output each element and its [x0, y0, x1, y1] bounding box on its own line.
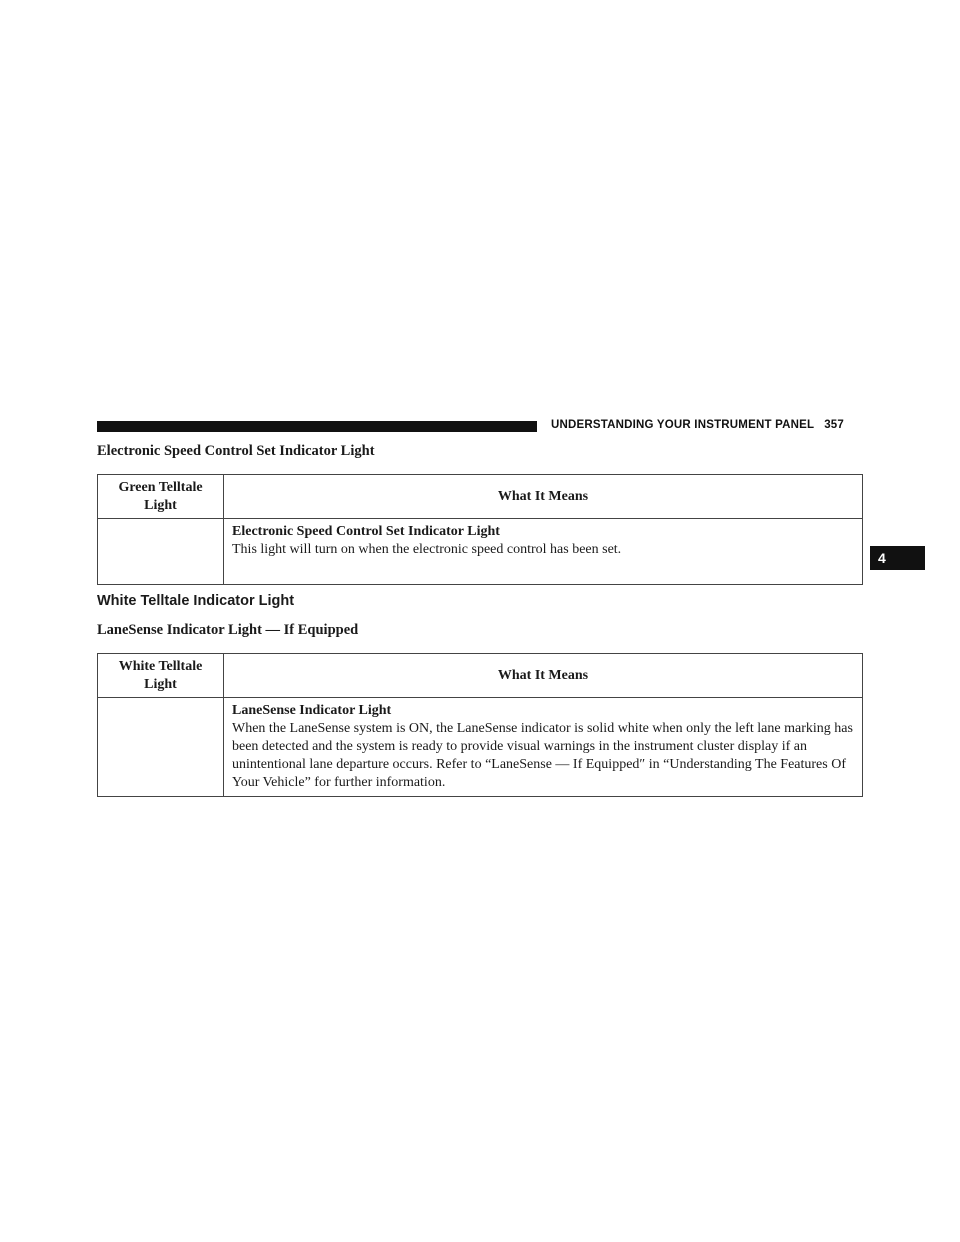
meaning-cell: [224, 698, 863, 797]
page-number: 357: [824, 419, 844, 431]
row-text: This light will turn on when the electronic speed control has been set.: [232, 542, 622, 557]
table-row: [98, 698, 863, 797]
table-header-meaning: What It Means: [224, 475, 863, 519]
header-section-title: UNDERSTANDING YOUR INSTRUMENT PANEL: [551, 419, 815, 431]
row-title: LaneSense Indicator Light: [232, 703, 392, 718]
chapter-tab: 4: [870, 546, 925, 570]
table-header-meaning: What It Means: [224, 654, 863, 698]
telltale-icon-cell: [98, 519, 224, 585]
table-header-telltale: Green Telltale Light: [98, 475, 224, 519]
meaning-cell: [224, 519, 863, 585]
header-rule: [97, 421, 537, 432]
row-text: When the LaneSense system is ON, the LaneSense indicator is solid white when only the left lane marking has been detected and the system is ready to provide visual warnings in the instrument cluster display if an unintentional lane departure occurs. Refer to “LaneSense — If Equipped″ in “Understanding The Features Of Your Vehicle” for further information.: [232, 721, 853, 790]
row-title: Electronic Speed Control Set Indicator Light: [232, 524, 500, 539]
white-telltale-heading: White Telltale Indicator Light: [97, 593, 295, 609]
table-header-telltale: White Telltale Light: [98, 654, 224, 698]
electronic-speed-control-heading: Electronic Speed Control Set Indicator Light: [97, 443, 375, 459]
running-header: [551, 419, 844, 431]
lanesense-heading: LaneSense Indicator Light — If Equipped: [97, 622, 359, 638]
telltale-icon-cell: [98, 698, 224, 797]
white-telltale-table: [97, 653, 863, 797]
green-telltale-table: [97, 474, 863, 585]
table-row: [98, 519, 863, 585]
